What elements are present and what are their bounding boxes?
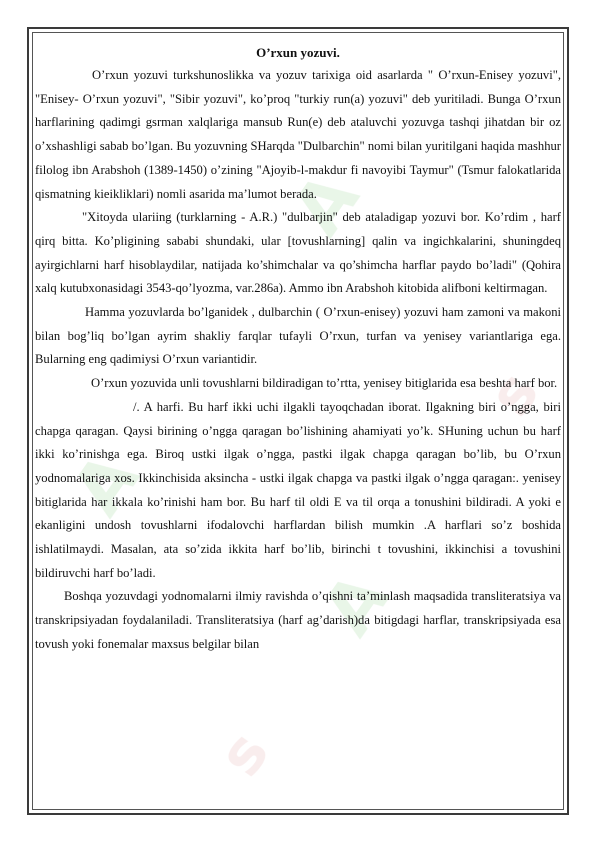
paragraph-quote: "Xitoyda ulariing (turklarning - A.R.) "dulbarjin" deb ataladigap yozuvi bor. Ko’rdim , harf qirq bitta. Ko’pligining sababi shundaki, ular [tovushlarning] qalin va ingichkalarini, shuningdeq ayirgichlarni harf hisoblaydilar, natijada ko’shimchalar va qo’shimcha harflar paydo bo’ladi" (Qohira xalq kutubxonasidagi 3543-qo’lyozma, var.286a). Ammo ibn Arabshoh kitobida alifboni keltirmagan. xyxy=(35,210,561,296)
svg-text:A: A xyxy=(56,438,156,530)
svg-text:s: s xyxy=(474,359,553,429)
paragraph-transliteration: Boshqa yozuvdagi yodnomalarni ilmiy ravishda o’qishni ta’minlash maqsadida transliteratsiya va transkripsiyadan foydalaniladi. Transliteratsiya (harf ag’darish)da bitigdagi harflar, transkripsiyada esa tovush yoki fonemalar maxsus belgilar bilan xyxy=(35,589,561,651)
paragraph-a-letter: /. A harfi. Bu harf ikki uchi ilgakli tayoqchadan iborat. Ilgakning biri o’ngga, biri chapga qaragan. Qaysi birining o’ngga qaragan bo’lishining ahamiyati yo’k. SHuning uchun bu harf ikki ko’rinishga ega. Biroq ustki ilgak o’ngga, pastki ilgak chapga qaragan bo’lib, bu O’rxun yodnomalariga xos. Ikkinchisida aksincha - ustki ilgak chapga va pastki ilgak o’ngga qaragan:. yenisey bitiglarida har ikkala ko’rinishi ham bor. Bu harf til oldi E va til orqa a tonushini bildiradi. A yoki e ekanligini undosh tovushlarni ifodalovchi harflardan bilish mumkin .A harflari so’z boshida ishlatilmaydi. Masalan, ata so’zida ikkita harf bo’lib, birinchi t tovushini, ikkinchisi a tovushini bildiruvchi harf bo’ladi. xyxy=(35,399,561,580)
paragraph-intro: O’rxun yozuvi turkshunoslikka va yozuv tarixiga oid asarlarda " O’rxun-Enisey yozuvi", "Enisey- O’rxun yozuvi", "Sibir yozuvi", ko’proq "turkiy run(a) yozuvi" deb yuritiladi. Bunga O’rxun harflarining qadimgi gsrman xalqlariga mansub Run(e) deb ataluvchi yozuvga tashqi jihatdan bir oz o’xshashligi sabab bo’lgan. Bu yozuvning SHarqda "Dulbarchin" nomi bilan yuritilgani haqida mashhur filolog ibn Arabshoh (1389-1450) o’zining "Ajoyib-l-makdur fi navoyibi Taymur" (Tsmur falokatlarida qismatning kieikliklari) nomli asarida ma’lumot berada. xyxy=(35,68,561,201)
svg-text:A: A xyxy=(276,158,376,250)
document-title: O’rxun yozuvi. xyxy=(256,45,340,60)
document-body xyxy=(35,42,561,657)
svg-text:s: s xyxy=(204,719,283,789)
paragraph-variants: Hamma yozuvlarda bo’lganidek , dulbarchin ( O’rxun-enisey) yozuvi ham zamoni va makoni bilan bog’liq bo’lgan ayrim shakliy farqlar tufayli O’rxun, turfan va yenisey variantlariga ega. Bularning eng qadimiysi O’rxun variantidir. xyxy=(35,305,561,367)
svg-text:A: A xyxy=(306,558,406,650)
paragraph-vowels: O’rxun yozuvida unli tovushlarni bildiradigan to’rtta, yenisey bitiglarida esa beshta harf bor. xyxy=(91,376,558,391)
